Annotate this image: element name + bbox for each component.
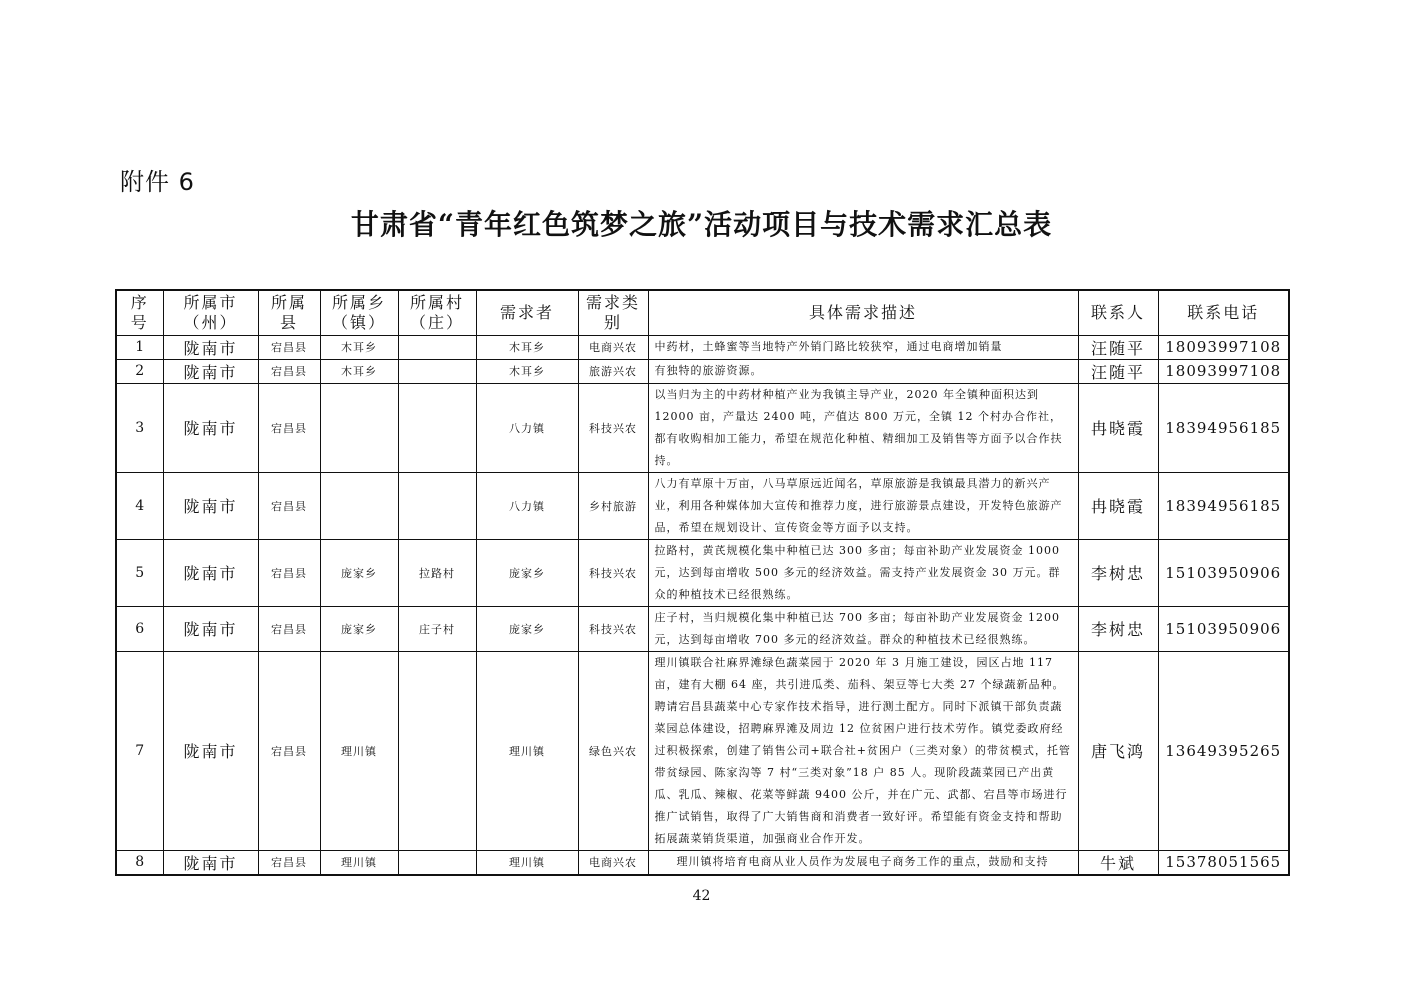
cell-requester: 庞家乡 <box>476 539 578 606</box>
cell-village <box>398 335 476 359</box>
cell-seq: 2 <box>116 359 163 383</box>
cell-description: 中药材，土蜂蜜等当地特产外销门路比较狭窄，通过电商增加销量 <box>648 335 1078 359</box>
cell-city: 陇南市 <box>163 651 258 850</box>
cell-seq: 3 <box>116 383 163 472</box>
header-description: 具体需求描述 <box>648 290 1078 335</box>
cell-phone: 15378051565 <box>1158 850 1289 875</box>
cell-category: 科技兴农 <box>578 539 648 606</box>
header-contact: 联系人 <box>1078 290 1158 335</box>
cell-description: 八力有草原十万亩，八马草原远近闻名，草原旅游是我镇最具潜力的新兴产业，利用各种媒体加大宣传和推荐力度，进行旅游景点建设，开发特色旅游产品，希望在规划设计、宣传资金等方面予以支持。 <box>648 472 1078 539</box>
cell-county: 宕昌县 <box>258 335 320 359</box>
table-header-row <box>116 290 1289 335</box>
cell-category: 旅游兴农 <box>578 359 648 383</box>
cell-contact: 牛斌 <box>1078 850 1158 875</box>
cell-phone: 18394956185 <box>1158 383 1289 472</box>
cell-seq: 1 <box>116 335 163 359</box>
cell-phone: 18394956185 <box>1158 472 1289 539</box>
cell-requester: 庞家乡 <box>476 606 578 651</box>
cell-contact: 冉晓霞 <box>1078 472 1158 539</box>
cell-village <box>398 651 476 850</box>
cell-phone: 18093997108 <box>1158 359 1289 383</box>
cell-township: 理川镇 <box>320 651 398 850</box>
table-row <box>116 651 1289 850</box>
cell-county: 宕昌县 <box>258 651 320 850</box>
cell-seq: 6 <box>116 606 163 651</box>
cell-phone: 15103950906 <box>1158 606 1289 651</box>
cell-village <box>398 359 476 383</box>
page-number: 42 <box>692 888 711 904</box>
cell-requester: 理川镇 <box>476 850 578 875</box>
cell-description: 有独特的旅游资源。 <box>648 359 1078 383</box>
table-row <box>116 606 1289 651</box>
cell-description: 庄子村，当归规模化集中种植已达 700 多亩；每亩补助产业发展资金 1200 元，达到每亩增收 700 多元的经济效益。群众的种植技术已经很熟练。 <box>648 606 1078 651</box>
table-row <box>116 472 1289 539</box>
cell-township: 理川镇 <box>320 850 398 875</box>
cell-township <box>320 383 398 472</box>
cell-county: 宕昌县 <box>258 472 320 539</box>
cell-seq: 7 <box>116 651 163 850</box>
header-village: 所属村 （庄） <box>398 290 476 335</box>
cell-township: 庞家乡 <box>320 539 398 606</box>
cell-county: 宕昌县 <box>258 850 320 875</box>
cell-category: 电商兴农 <box>578 850 648 875</box>
cell-contact: 唐飞鸿 <box>1078 651 1158 850</box>
table-row <box>116 359 1289 383</box>
cell-village: 拉路村 <box>398 539 476 606</box>
cell-category: 电商兴农 <box>578 335 648 359</box>
cell-contact: 冉晓霞 <box>1078 383 1158 472</box>
cell-seq: 8 <box>116 850 163 875</box>
cell-village <box>398 383 476 472</box>
header-city: 所属市 （州） <box>163 290 258 335</box>
cell-description: 理川镇将培育电商从业人员作为发展电子商务工作的重点，鼓励和支持 <box>648 850 1078 875</box>
cell-category: 科技兴农 <box>578 606 648 651</box>
cell-requester: 八力镇 <box>476 472 578 539</box>
cell-phone: 15103950906 <box>1158 539 1289 606</box>
cell-requester: 理川镇 <box>476 651 578 850</box>
cell-township <box>320 472 398 539</box>
table-row <box>116 335 1289 359</box>
cell-description: 以当归为主的中药材种植产业为我镇主导产业，2020 年全镇种面积达到 12000 亩，产量达 2400 吨，产值达 800 万元，全镇 12 个村办合作社，都有收购相加工能力，希望在规范化种植、精细加工及销售等方面予以合作扶持。 <box>648 383 1078 472</box>
cell-category: 绿色兴农 <box>578 651 648 850</box>
cell-city: 陇南市 <box>163 335 258 359</box>
table-row <box>116 383 1289 472</box>
cell-city: 陇南市 <box>163 472 258 539</box>
cell-requester: 木耳乡 <box>476 335 578 359</box>
cell-county: 宕昌县 <box>258 539 320 606</box>
cell-city: 陇南市 <box>163 606 258 651</box>
header-phone: 联系电话 <box>1158 290 1289 335</box>
cell-description: 理川镇联合社麻界滩绿色蔬菜园于 2020 年 3 月施工建设，园区占地 117 亩，建有大棚 64 座，共引进瓜类、茄科、架豆等七大类 27 个绿蔬新品种。聘请宕昌县蔬菜中心专家作技术指导，进行测土配方。同时下派镇干部负责蔬菜园总体建设，招聘麻界滩及周边 12 位贫困户进行技术劳作。镇党委政府经过积极探索，创建了销售公司+联合社+贫困户（三类对象）的带贫模式，托管带贫绿园、陈家沟等 7 村“三类对象”18 户 85 人。现阶段蔬菜园已产出黄瓜、乳瓜、辣椒、花菜等鲜蔬 9400 公斤，并在广元、武都、宕昌等市场进行推广试销售，取得了广大销售商和消费者一致好评。希望能有资金支持和帮助拓展蔬菜销货渠道，加强商业合作开发。 <box>648 651 1078 850</box>
cell-requester: 八力镇 <box>476 383 578 472</box>
cell-city: 陇南市 <box>163 359 258 383</box>
cell-village <box>398 850 476 875</box>
requirements-table <box>115 289 1290 876</box>
cell-city: 陇南市 <box>163 539 258 606</box>
cell-seq: 5 <box>116 539 163 606</box>
header-seq: 序 号 <box>116 290 163 335</box>
header-township: 所属乡 （镇） <box>320 290 398 335</box>
cell-village: 庄子村 <box>398 606 476 651</box>
cell-township: 木耳乡 <box>320 359 398 383</box>
cell-county: 宕昌县 <box>258 383 320 472</box>
cell-category: 乡村旅游 <box>578 472 648 539</box>
cell-township: 木耳乡 <box>320 335 398 359</box>
cell-category: 科技兴农 <box>578 383 648 472</box>
header-requester: 需求者 <box>476 290 578 335</box>
document-title: 甘肃省“青年红色筑梦之旅”活动项目与技术需求汇总表 <box>350 208 1053 241</box>
cell-seq: 4 <box>116 472 163 539</box>
cell-contact: 汪随平 <box>1078 359 1158 383</box>
cell-county: 宕昌县 <box>258 606 320 651</box>
cell-city: 陇南市 <box>163 383 258 472</box>
cell-contact: 李树忠 <box>1078 539 1158 606</box>
header-county: 所属 县 <box>258 290 320 335</box>
cell-phone: 13649395265 <box>1158 651 1289 850</box>
cell-phone: 18093997108 <box>1158 335 1289 359</box>
cell-township: 庞家乡 <box>320 606 398 651</box>
table-row <box>116 539 1289 606</box>
cell-county: 宕昌县 <box>258 359 320 383</box>
header-category: 需求类 别 <box>578 290 648 335</box>
cell-description: 拉路村，黄芪规模化集中种植已达 300 多亩；每亩补助产业发展资金 1000 元，达到每亩增收 500 多元的经济效益。需支持产业发展资金 30 万元。群众的种植技术已经很熟练。 <box>648 539 1078 606</box>
cell-contact: 汪随平 <box>1078 335 1158 359</box>
cell-requester: 木耳乡 <box>476 359 578 383</box>
attachment-label: 附件 6 <box>120 168 195 196</box>
cell-city: 陇南市 <box>163 850 258 875</box>
cell-village <box>398 472 476 539</box>
cell-contact: 李树忠 <box>1078 606 1158 651</box>
table-row <box>116 850 1289 875</box>
